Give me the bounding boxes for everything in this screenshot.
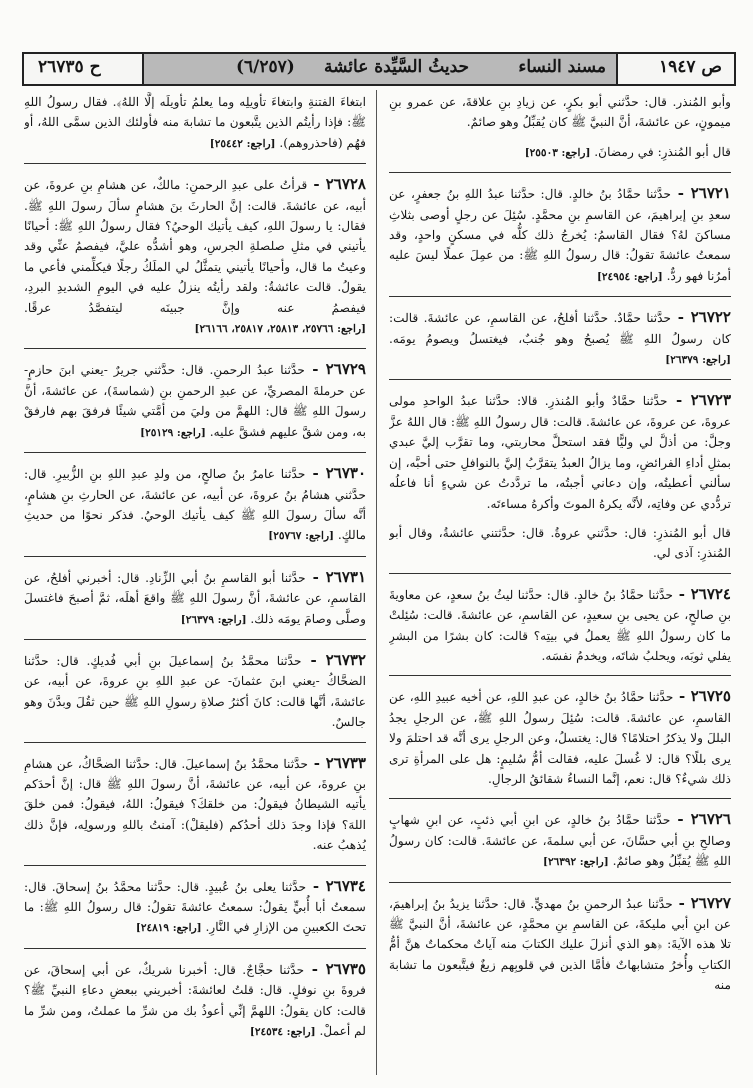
entry-separator <box>24 163 366 164</box>
hadith-entry <box>24 876 366 939</box>
hadith-entry <box>24 753 366 856</box>
cross-reference: [راجع: ٢٥٤٤٢] <box>209 137 276 150</box>
section-ref: (٦/٢٥٧) <box>236 57 295 77</box>
cross-reference: [راجع: ٢٥٧٦٧] <box>268 530 335 543</box>
cross-reference: [راجع: ٢٦٣٧٩] <box>180 613 247 626</box>
hadith-entry <box>389 584 731 667</box>
hadith-number: ٢٦٧٣٢ - <box>301 650 366 669</box>
hadith-text: حدَّثنا محمَّدُ بنُ إسماعيلَ. قال: حدَّثنا الضحَّاكُ، عن هشامِ بنِ عروةَ، عن أبيه، عن عائشةَ، أنَّ رسولَ اللهِ ﷺ قال: إنَّ أحدَكم يأتيه الشيطانُ فيقولُ: من خلقكَ؟ فيقولُ: اللهُ، فيقولُ: فمن خلقَ اللهَ؟ فإذا وجدَ ذلك أحدُكم (فليقلْ): آمنتُ باللهِ ورسولِه، فإنَّ ذلك يُذهبُ عنه. <box>24 756 366 853</box>
page-number: ص ١٩٤٧ <box>658 57 722 77</box>
cross-reference: [راجع: ٢٦٣٩٢] <box>542 856 609 869</box>
continuation-text <box>389 92 731 133</box>
entry-separator <box>24 452 366 453</box>
hadith-text: حدَّثنا حمَّادُ بنُ خالدٍ، عن عبدِ اللهِ، عن أخيه عبيدِ اللهِ، عن القاسمِ، عن عائشةَ. قالت: سُئِلَ رسولُ اللهِ ﷺ، عن الرجلِ يجدُ البللَ ولا يذكرُ احتلامًا؟ قال: يغتسلُ، وعن الرجلِ يرى أنَّه قد احتلمَ ولا يرى بللًا؟ قال: لا غُسلَ عليه، فقالت أمُّ سُليمٍ: هل على المرأةِ ترى ذلك شيءٌ؟ قال: نعم، إنَّما النساءُ شقائقُ الرجالِ. <box>389 690 731 786</box>
cross-reference: [راجع: ٢٥١٢٩] <box>140 426 206 439</box>
hadith-text: قرأتُ على عبدِ الرحمنِ: مالكٌ، عن هشامِ بنِ عروةَ، عن أبيه، عن عائشةَ. قالت: إنَّ الحارثَ بنَ هشامٍ سألَ رسولَ اللهِ ﷺ. فقال: يا رسولَ اللهِ، كيف يأتيك الوحيُ؟ فقال رسولُ اللهِ ﷺ: أحيانًا يأتيني في مثلِ صلصلةِ الجرسِ، وهو أشدُّه عليَّ، فيفصمُ عنِّي وقد وعيتُ ما قال، وأحيانًا يأتيني يتمثَّلُ لي الملَكُ رجلًا فيكلِّمني فأعي ما يقولُ. قالت عائشةُ: ولقد رأيتُه ينزلُ عليه في اليومِ الشديدِ البردِ، فيفصمُ عنه وإنَّ جبينَه ليتفصَّدُ عرقًا. <box>24 178 366 315</box>
book-title: مسند النساء <box>518 57 606 77</box>
hadith-text: حدَّثنا عبدُ الرحمنِ بنُ مهديٍّ. قال: حدَّثنا يزيدُ بنُ إبراهيمَ، عن ابنِ أبي مليكةَ، عن القاسمِ بنِ محمَّدٍ، عن عائشةَ، أنَّ النبيَّ ﷺ تلا هذه الآيةَ: ﴿هو الذي أنزلَ عليك الكتابَ منه آياتٌ محكماتٌ هنَّ أمُّ الكتابِ وأُخرُ متشابهاتٌ فأمَّا الذين في قلوبِهم زيغٌ فيتَّبعون ما تشابهَ منه <box>389 896 731 993</box>
cross-reference: [راجع: ٢٥٧٦٦، ٢٥٨١٣، ٢٥٨١٧، ٢٦١٦٦] <box>194 323 366 336</box>
entry-separator <box>389 296 731 297</box>
cross-reference: [راجع: ٢٥٥٠٣] <box>524 146 591 159</box>
hadith-entry <box>24 463 366 547</box>
hadith-range: ح ٢٦٧٣٥ <box>38 57 101 77</box>
hadith-entry <box>24 567 366 630</box>
hadith-entry <box>24 959 366 1043</box>
entry-separator <box>24 865 366 866</box>
hadith-number: ٢٦٧٢٧ - <box>672 893 731 912</box>
hadith-number: ٢٦٧٣٣ - <box>308 753 366 772</box>
entry-separator <box>389 882 731 883</box>
cross-reference: [راجع: ٢٤٥٣٤] <box>249 1026 316 1039</box>
entry-separator <box>24 742 366 743</box>
entry-separator <box>389 675 731 676</box>
hadith-entry <box>389 809 731 872</box>
hadith-entry <box>389 390 731 513</box>
hadith-text: حدَّثنا حمَّادٌ. حدَّثنا أفلحُ، عن القاسمِ، عن عائشةَ. قالت: كان رسولُ اللهِ ﷺ يُصبحُ وهو جُنبٌ، فيغتسلُ ويصومُ يومَه. <box>389 311 731 346</box>
hadith-text: ابتغاءَ الفتنةِ وابتغاءَ تأويلِه وما يعلمُ تأويلَه إلَّا اللهُ﴾. فقال رسولُ اللهِ ﷺ: فإذا رأيتُم الذين يتَّبعون ما تشابهَ منه فأولئك الذين سمَّى اللهُ، أو فهُم (فاحذروهم). <box>24 95 366 150</box>
entry-separator <box>389 798 731 799</box>
hadith-number: ٢٦٧٣٠ - <box>305 464 366 483</box>
hadith-number: ٢٦٧٢٣ - <box>667 391 731 410</box>
hadith-text: حدَّثنا حمَّادٌ وأبو المُنذرِ. قالا: حدَّثنا عبدُ الواحدِ مولى عروةَ، عن عروةَ، عن عائشةَ. قالت: قال رسولُ اللهِ ﷺ: قال اللهُ عزَّ وجلَّ: من أذلَّ لي وليًّا فقد استحلَّ محاربتي، وما تقرَّب إليَّ عبدي بمثلِ أداءِ الفرائضِ، وما يزالُ العبدُ يتقرَّبُ إليَّ بالنوافلِ حتى أحبَّه، إن سألني أعطيتُه، وإن دعاني أجبتُه، ما تردَّدتُ عن شيءٍ أنا فاعلُه تردُّدي عن وفاتِه، لأنَّه يكرهُ الموتَ وأكرهُ مساءتَه. <box>389 394 731 511</box>
hadith-number: ٢٦٧٢٥ - <box>673 687 731 706</box>
hadith-text: قال أبو المُنذرِ: قال: حدَّثني عروةُ. قال: حدَّثتني عائشةُ، وقال أبو المُنذرِ: آذى لي. <box>389 525 731 561</box>
continuation-text <box>24 92 366 154</box>
hadith-text: حدَّثنا يعلى بنُ عُبيدٍ. قال: حدَّثنا محمَّدُ بنُ إسحاقَ. قال: سمعتُ أبا أُبيٍّ يقولُ: سمعتُ عائشةَ تقولُ: قال رسولُ اللهِ ﷺ: ما تحتَ الكعبينِ من الإزارِ في النَّارِ. <box>24 879 366 935</box>
entry-separator <box>24 556 366 557</box>
hadith-number: ٢٦٧٢٦ - <box>670 810 731 829</box>
entry-separator <box>24 348 366 349</box>
hadith-entry <box>24 359 366 443</box>
hadith-text: حدَّثنا عامرُ بنُ صالحٍ، من ولدِ عبدِ اللهِ بنِ الزُّبيرِ. قال: حدَّثني هشامُ بنُ عروةَ، عن أبيه، عن عائشةَ، عن الحارثِ بنِ هشامٍ، أنَّه سألَ رسولَ اللهِ ﷺ كيف يأتيك الوحيُ. فذكر نحوًا من حديثِ مالكٍ. <box>24 467 366 543</box>
cross-reference: [راجع: ٢٦٣٧٩] <box>665 354 731 367</box>
section-title: حديثُ السَّيِّدة عائشة <box>324 57 470 77</box>
hadith-entry <box>389 893 731 996</box>
editor-note <box>389 523 731 564</box>
cross-reference: [راجع: ٢٤٨١٩] <box>135 922 202 935</box>
entry-separator <box>24 948 366 949</box>
hadith-entry <box>389 307 731 370</box>
entry-separator <box>389 172 731 173</box>
hadith-text: حدَّثنا حمَّادُ بنُ خالدٍ، عن ابنِ أبي ذئبٍ، عن ابنِ شهابٍ وصالحِ بنِ أبي حسَّانَ، عن أبي سلمةَ، عن عائشةَ. قالت: كان رسولُ اللهِ ﷺ يُقبِّلُ وهو صائمٌ. <box>389 813 731 869</box>
hadith-text: حدَّثنا حجَّاجٌ. قال: أخبرنا شريكٌ، عن أبي إسحاقَ، عن فروةَ بنِ نوفلٍ. قال: قلتُ لعائشةَ: أخبريني ببعضِ دعاءِ النبيِّ ﷺ؟ قالت: كان يقولُ: اللهمَّ إنِّي أعوذُ بك من شرِّ ما عملتُ، ومن شرِّ ما لم أعملْ. <box>24 962 366 1039</box>
hadith-number: ٢٦٧٢٩ - <box>304 360 366 379</box>
editor-note <box>389 142 731 163</box>
entry-separator <box>389 379 731 380</box>
entry-separator <box>24 639 366 640</box>
hadith-text: حدَّثنا حمَّادُ بنُ خالدٍ. قال: حدَّثنا عبدُ اللهِ بنُ جعفرٍ، عن سعدِ بنِ إبراهيمَ، عن القاسمِ بنِ محمَّدٍ. سُئِلَ عن رجلٍ أوصى بثلاثِ مساكنَ لهُ؟ فقال القاسمُ: يُخرجُ ذلك كلُّه في مسكنٍ واحدٍ، وقد سمعتُ عائشةَ تقولُ: قال رسولُ اللهِ ﷺ: من عمِلَ عملًا ليسَ عليه أمرُنا فهو ردٌّ. <box>389 187 731 283</box>
hadith-number: ٢٦٧٢١ - <box>670 184 731 203</box>
hadith-number: ٢٦٧٢٨ - <box>307 175 366 194</box>
hadith-entry <box>389 686 731 789</box>
hadith-entry <box>389 183 731 287</box>
hadith-text: حدَّثنا حمَّادُ بنُ خالدٍ. قال: حدَّثنا ليثُ بنُ سعدٍ، عن معاويةَ بنِ صالحٍ، عن يحيى بنِ سعيدٍ، عن القاسمِ، عن عائشةَ. قالت: سُئِلتْ ما كان رسولُ اللهِ ﷺ يعملُ في بيتِه؟ قالت: كان بشرًا من البشرِ يفلي ثوبَه، ويحلبُ شاتَه، ويخدمُ نفسَه. <box>389 587 731 663</box>
hadith-number: ٢٦٧٣٥ - <box>304 959 366 978</box>
hadith-text: حدَّثنا أبو القاسمِ بنُ أبي الزِّنادِ. قال: أخبرني أفلحُ، عن القاسمِ، عن عائشةَ، أنَّ رسولَ اللهِ ﷺ واقعَ أهلَه، ثمَّ أصبحَ فاغتسلَ وصلَّى وصامَ يومَه ذلك. <box>24 570 366 626</box>
cross-reference: [راجع: ٢٤٩٥٤] <box>596 270 663 283</box>
hadith-number: ٢٦٧٣٤ - <box>306 876 366 895</box>
hadith-text: حدَّثنا محمَّدُ بنُ إسماعيلَ بنِ أبي فُديكٍ. قال: حدَّثنا الضحَّاكُ -يعني ابنَ عثمانَ- عن عبدِ اللهِ بنِ عروةَ، عن أبيه، عن عائشةَ، أنَّها قالت: كانَ أكثرُ صلاةِ رسولِ اللهِ ﷺ حين ثقُلَ وبدَّنَ وهو جالسٌ. <box>24 653 366 730</box>
hadith-entry <box>24 650 366 733</box>
hadith-number: ٢٦٧٢٢ - <box>671 308 731 327</box>
column-divider <box>376 90 377 1075</box>
hadith-text: حدَّثنا عبدُ الرحمنِ. قال: حدَّثني جريرٌ -يعني ابنَ حازمٍ- عن حرملةَ المصريِّ، عن عبدِ الرحمنِ بنِ (شماسةَ)، عن عائشةَ، أنَّ رسولَ اللهِ ﷺ قال: اللهمَّ من وليَ من أمَّتي شيئًا فرفقَ بهم فارفقْ به، ومن شقَّ عليهم فشقَّ عليه. <box>24 363 366 439</box>
hadith-text: وأبو المُنذر. قال: حدَّثني أبو بكرٍ، عن زيادِ بنِ علاقةَ، عن عمرو بنِ ميمونٍ، عن عائشةَ، أنَّ النبيَّ ﷺ كان يُقبِّلُ وهو صائمٌ. <box>389 95 731 130</box>
hadith-number: ٢٦٧٢٤ - <box>673 584 731 603</box>
hadith-text: قال أبو المُنذرِ: في رمضانَ. <box>590 144 731 159</box>
right-column <box>389 92 731 1072</box>
left-column <box>24 92 366 1072</box>
page-header <box>22 52 736 86</box>
hadith-entry <box>24 174 366 339</box>
hadith-number: ٢٦٧٣١ - <box>305 567 366 586</box>
entry-separator <box>389 573 731 574</box>
